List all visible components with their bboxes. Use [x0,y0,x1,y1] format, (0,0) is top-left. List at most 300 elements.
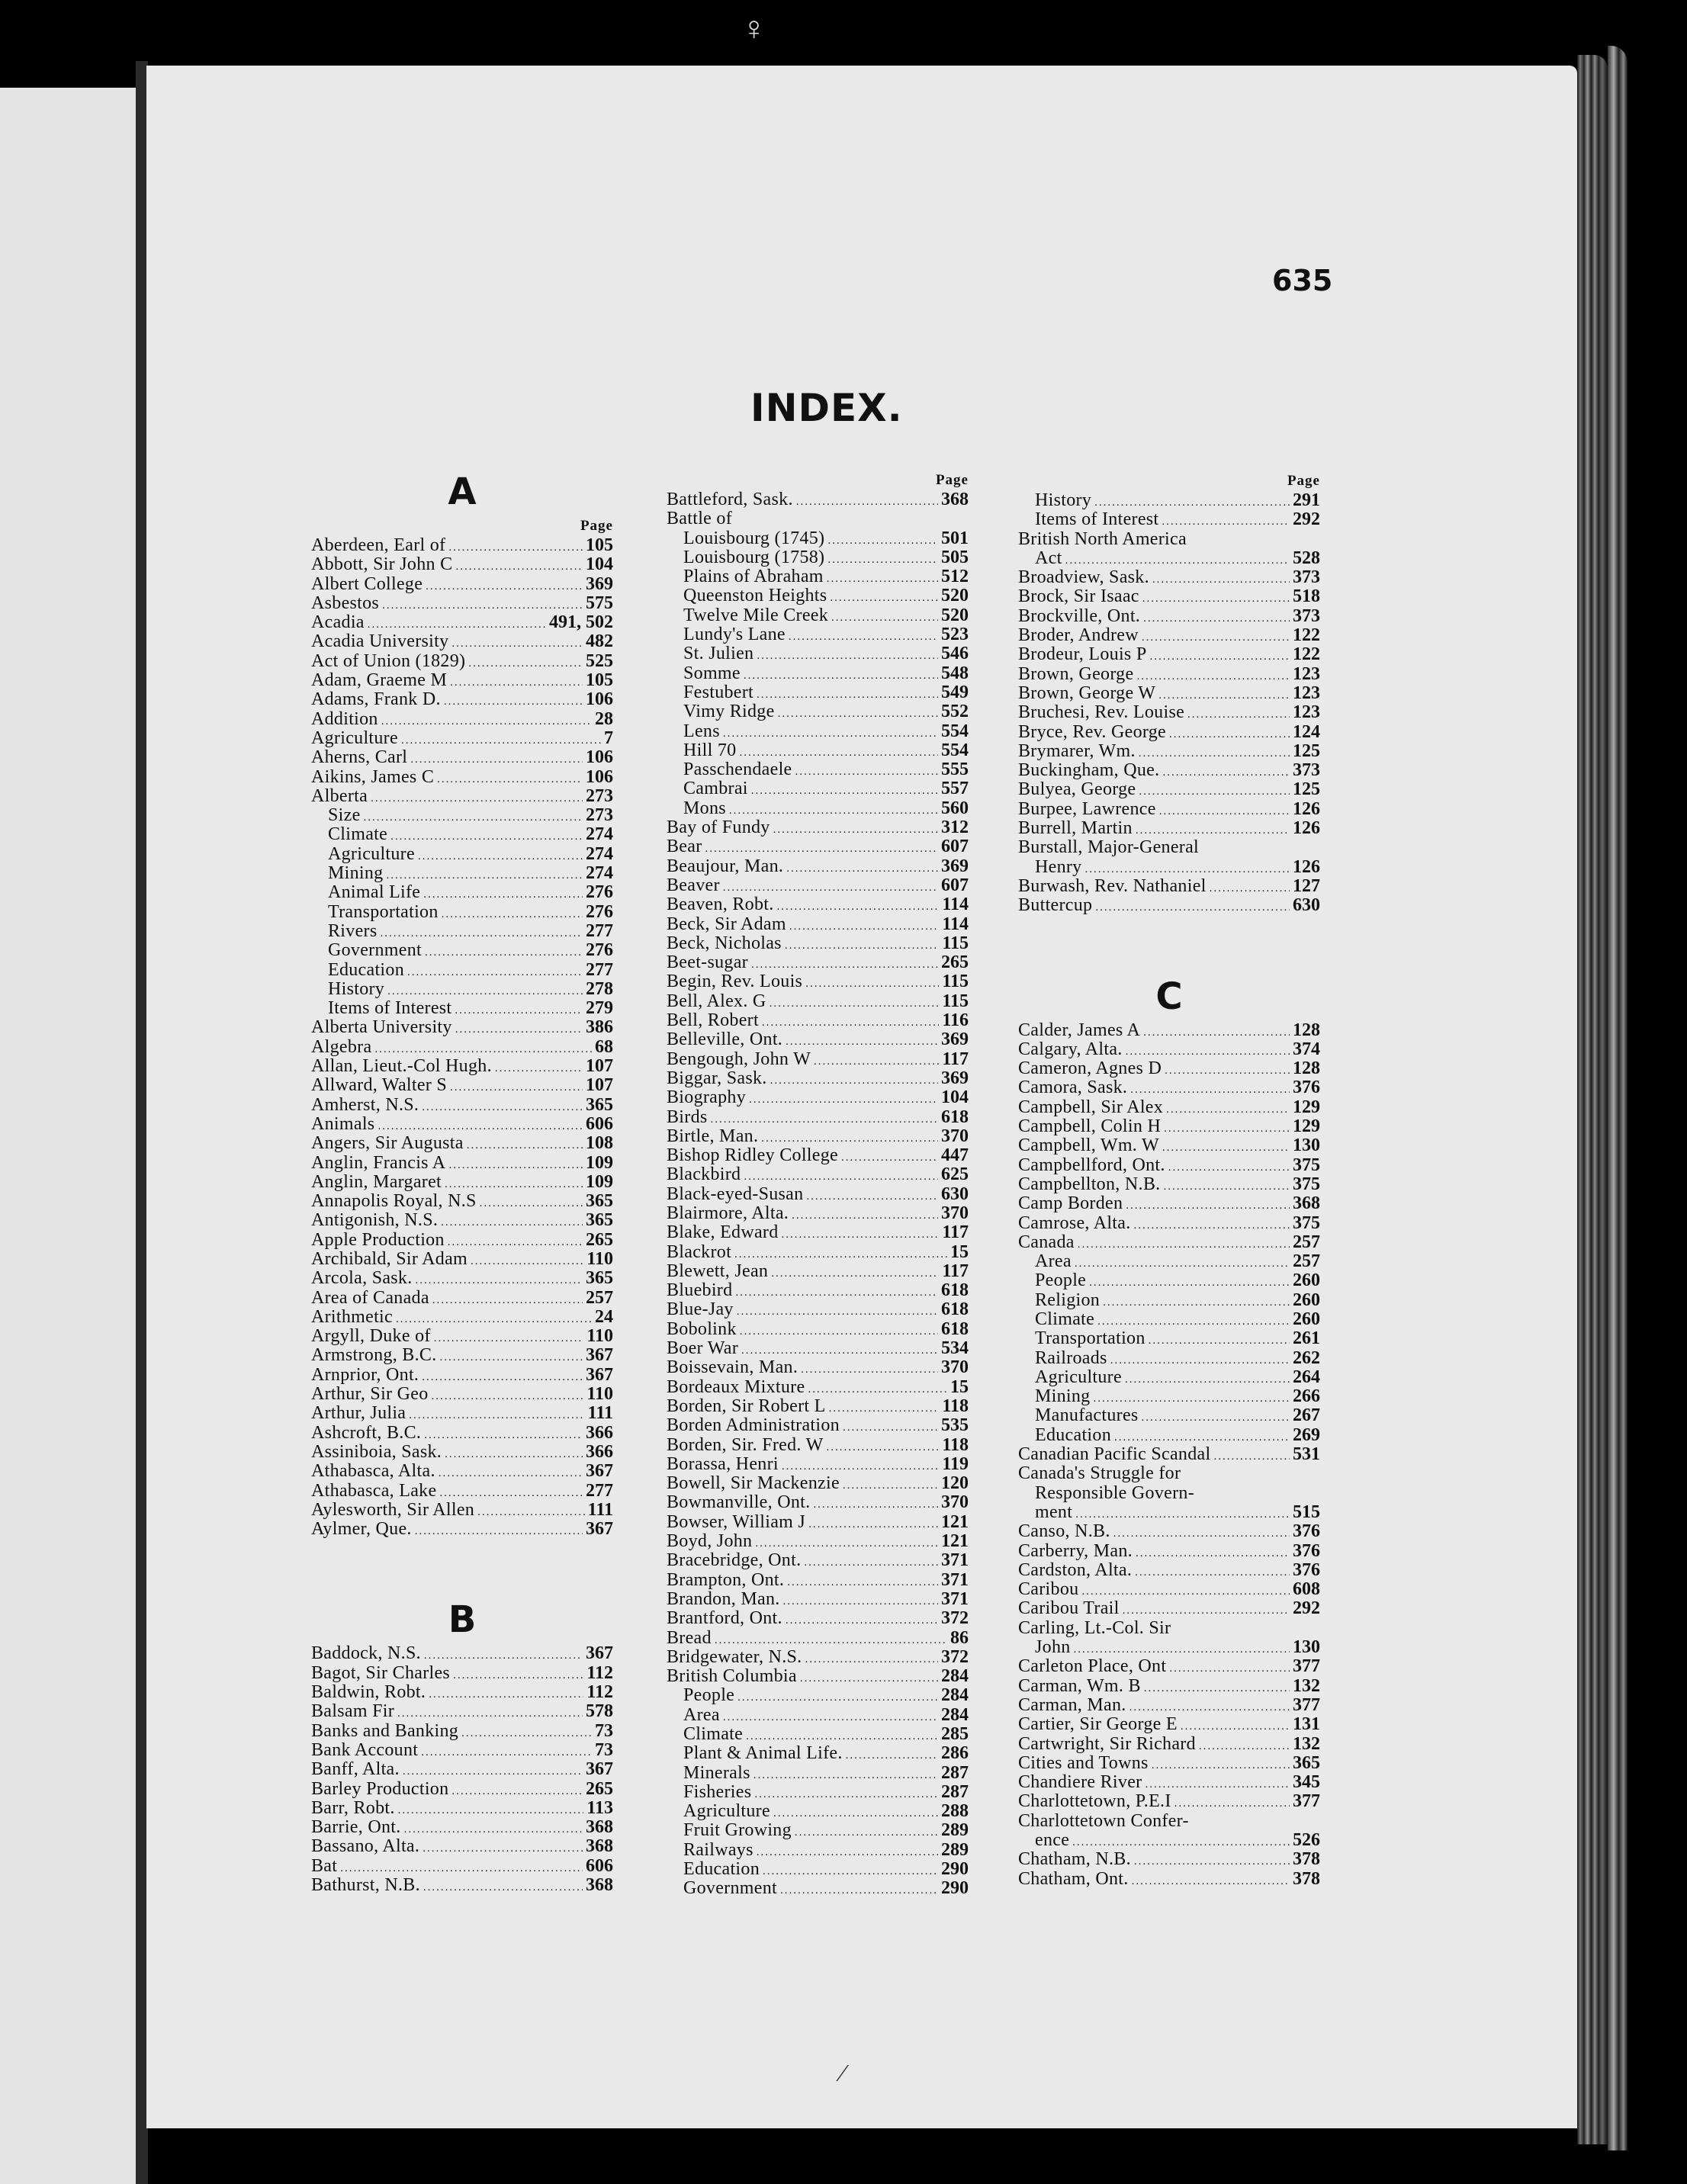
index-entry [311,1876,613,1895]
dot-leader [749,1090,938,1110]
entry-name: Assiniboia, Sask. [311,1441,442,1462]
entry-page: 368 [941,490,969,509]
index-subentry [1018,1387,1320,1406]
entry-name: Bishop Ridley College [667,1145,838,1166]
dot-leader [789,917,939,936]
dot-leader [422,1368,583,1387]
index-entry [311,536,613,555]
dot-leader [801,1360,938,1379]
entry-name: Caribou [1018,1579,1079,1600]
dot-leader [495,1059,583,1078]
entry-page: 534 [941,1338,969,1359]
entry-page: 130 [1293,1637,1320,1658]
entry-name: Bracebridge, Ont. [667,1550,802,1571]
entry-name: Carling, Lt.-Col. Sir [1018,1617,1171,1638]
entry-name: Lens [683,721,720,741]
entry-name: Black-eyed-Susan [667,1184,804,1204]
entry-name: Carman, Wm. B [1018,1675,1141,1696]
section-letter: A [448,471,477,513]
entry-page: 290 [941,1878,969,1899]
index-entry [1018,1156,1320,1175]
dot-leader [444,692,583,711]
index-subentry [667,1706,969,1725]
index-entry [667,1088,969,1107]
index-entry [667,1069,969,1088]
index-entry [667,1300,969,1319]
entry-page: 125 [1293,740,1320,761]
dot-leader [1152,1756,1290,1775]
index-entry [311,1076,613,1095]
index-entry [667,1146,969,1165]
dot-leader [371,789,583,808]
index-subentry [667,799,969,818]
index-entry [667,953,969,972]
index-subentry [311,903,613,922]
dot-leader [757,686,938,705]
entry-page: 274 [586,863,613,884]
entry-name: Adams, Frank D. [311,689,441,710]
entry-page: 375 [1293,1155,1320,1175]
entry-page: 365 [1293,1752,1320,1773]
entry-page: 372 [941,1646,969,1667]
entry-name: Henry [1035,856,1082,877]
entry-page: 274 [586,824,613,845]
index-entry [311,1211,613,1230]
entry-name: Allan, Lieut.-Col Hugh. [311,1056,492,1077]
entry-name: Begin, Rev. Louis [667,972,803,992]
entry-name: Animal Life [328,882,421,903]
entry-name: Arthur, Julia [311,1403,406,1424]
dot-leader [735,1283,938,1302]
entry-name: Louisbourg (1758) [683,547,825,567]
entry-name: Agriculture [328,843,415,864]
index-entry [311,1443,613,1462]
entry-name: Asbestos [311,593,380,613]
entry-page: 15 [950,1376,969,1397]
index-entry [667,1493,969,1512]
entry-name: Passchendaele [683,760,792,780]
entry-name: People [1035,1270,1087,1291]
dot-leader [1166,1100,1290,1119]
entry-name: Calder, James A [1018,1020,1141,1040]
dot-leader [805,1650,938,1669]
entry-page: 131 [1293,1714,1320,1735]
entry-name: People [683,1685,735,1706]
index-entry [311,1799,613,1818]
dot-leader [814,1052,939,1071]
entry-page: 292 [1293,509,1320,530]
index-column-2 [667,471,969,1899]
entry-page: 557 [941,779,969,799]
index-subentry [311,941,613,960]
dot-leader [1143,609,1290,628]
index-entry [311,1018,613,1037]
entry-page: 607 [941,837,969,857]
entry-name: Brodeur, Louis P [1018,644,1147,665]
dot-leader [409,1406,584,1425]
index-entry [1018,626,1320,645]
index-subentry [667,1686,969,1705]
entry-page: 122 [1293,644,1320,665]
entry-page: 132 [1293,1675,1320,1696]
entry-name: Battleford, Sask. [667,490,793,509]
entry-page: 578 [586,1701,613,1722]
entry-name: Acadia [311,612,365,633]
entry-name: Birtle, Man. [667,1126,759,1146]
entry-name: Acadia University [311,631,449,652]
entry-name: Chatham, Ont. [1018,1868,1129,1889]
index-entry [311,1644,613,1663]
dot-leader [445,1445,583,1464]
entry-page: 368 [586,1875,613,1895]
index-entry [311,1741,613,1760]
dot-leader [1152,570,1290,589]
dot-leader [737,1302,938,1322]
index-entry [311,1424,613,1443]
dot-leader [439,1464,583,1483]
index-entry [667,895,969,914]
index-entry [1018,1464,1320,1483]
index-entry [667,1378,969,1397]
entry-page: 117 [942,1261,969,1281]
entry-name: Plant & Animal Life. [683,1743,843,1764]
index-entry [667,1648,969,1667]
entry-name: Aherns, Carl [311,747,408,768]
index-subentry [667,548,969,567]
index-subentry [311,825,613,844]
index-column-1 [311,467,613,1895]
index-entry [667,1185,969,1204]
entry-page: 118 [942,1434,969,1455]
entry-page: 277 [586,1480,613,1501]
index-subentry [667,1802,969,1821]
dot-leader [763,1862,938,1881]
entry-name: Items of Interest [1035,509,1159,530]
dot-leader [744,666,938,686]
index-entry [667,1281,969,1300]
entry-page: 269 [1293,1424,1320,1445]
index-entry [1018,1619,1320,1638]
dot-leader [423,1839,583,1858]
dot-leader [450,1078,583,1097]
entry-page: 369 [941,1029,969,1050]
index-entry [667,1513,969,1532]
index-subentry [1018,1426,1320,1445]
entry-page: 257 [1293,1251,1320,1272]
entry-name: Chatham, N.B. [1018,1849,1131,1870]
index-subentry [667,586,969,605]
entry-name: Beaven, Robt. [667,894,774,915]
dot-leader [468,654,583,673]
index-entry [1018,1580,1320,1599]
index-entry [311,1134,613,1153]
entry-name: Bassano, Alta. [311,1836,420,1857]
entry-page: 73 [595,1720,613,1741]
dot-leader [415,1522,583,1541]
dot-leader [1181,1717,1290,1736]
dot-leader [1168,1158,1290,1177]
entry-name: Calgary, Alta. [1018,1039,1123,1059]
dot-leader [390,827,583,846]
entry-name: Bryce, Rev. George [1018,721,1167,742]
entry-page: 512 [941,567,969,587]
index-subentry [667,567,969,586]
index-entry [311,1520,613,1539]
entry-page: 115 [942,991,969,1011]
dot-leader [1174,1794,1290,1813]
dot-leader [789,628,938,647]
entry-name: Aikins, James C [311,766,435,787]
index-entry [667,1165,969,1184]
entry-name: Athabasca, Alta. [311,1461,435,1482]
entry-name: Apple Production [311,1229,445,1250]
entry-page: 312 [941,817,969,838]
index-entry [1018,1754,1320,1773]
dot-leader [770,1071,938,1090]
entry-name: Arnprior, Ont. [311,1364,419,1385]
entry-name: Belleville, Ont. [667,1029,783,1050]
dot-leader [1187,705,1290,724]
entry-name: Biggar, Sask. [667,1068,767,1088]
entry-name: Somme [683,663,741,683]
index-entry [311,1289,613,1308]
index-entry [311,1096,613,1115]
dot-leader [785,936,939,956]
entry-page: 366 [586,1441,613,1462]
index-subentry [311,806,613,825]
entry-name: Abbott, Sir John C [311,554,453,575]
entry-page: 367 [586,1364,613,1385]
entry-name: Area of Canada [311,1287,429,1308]
entry-name: Beck, Sir Adam [667,914,786,934]
dot-leader [401,731,601,750]
entry-page: 549 [941,682,969,702]
entry-page: 114 [942,914,969,934]
index-subentry [667,741,969,760]
entry-page: 122 [1293,625,1320,646]
entry-page: 575 [586,593,613,613]
index-entry [311,1038,613,1057]
index-entry [1018,1522,1320,1541]
entry-name: St. Julien [683,644,754,664]
entry-name: Campbell, Sir Alex [1018,1097,1164,1117]
dot-leader [786,1611,938,1630]
entry-name: Cartwright, Sir Richard [1018,1733,1196,1754]
entry-name: Camrose, Alta. [1018,1212,1131,1233]
entry-page: 482 [586,631,613,652]
index-entry [311,1154,613,1173]
dot-leader [477,1503,585,1522]
entry-page: 606 [586,1113,613,1134]
index-entry [1018,1117,1320,1136]
dot-leader [421,1743,592,1762]
entry-page: 518 [1293,586,1320,607]
entry-page: 284 [941,1704,969,1725]
index-entry [1018,1870,1320,1889]
entry-page: 120 [941,1473,969,1494]
index-subentry [667,702,969,721]
dot-leader [846,1746,938,1765]
dot-leader [831,609,938,628]
dot-leader [448,1156,583,1175]
index-subentry [1018,1291,1320,1310]
entry-page: 371 [941,1550,969,1571]
index-subentry [667,625,969,644]
entry-name: Bay of Fundy [667,817,770,838]
entry-page: 273 [586,805,613,826]
index-subentry [667,722,969,741]
index-entry [667,1108,969,1127]
index-entry [311,632,613,651]
index-entry [311,1404,613,1423]
entry-page: 288 [941,1801,969,1822]
index-entry [1018,587,1320,606]
entry-page: 528 [1293,548,1320,568]
entry-name: Barley Production [311,1778,449,1799]
entry-page: 130 [1293,1135,1320,1156]
entry-name: Brandon, Man. [667,1588,780,1609]
index-subentry [311,883,613,902]
entry-page: 117 [942,1222,969,1243]
entry-name: Campbellton, N.B. [1018,1174,1161,1194]
dot-leader [827,570,938,589]
dot-leader [737,1688,938,1707]
dot-leader [1139,744,1290,763]
dot-leader [422,1098,583,1117]
dot-leader [751,782,938,801]
dot-leader [1125,1370,1290,1389]
dot-leader [1199,1737,1290,1756]
entry-page: 274 [586,843,613,864]
entry-name: Campbell, Wm. W [1018,1135,1159,1156]
dot-leader [786,859,938,878]
entry-page: 106 [586,766,613,787]
dot-leader [434,1329,584,1348]
index-entry [1018,1136,1320,1155]
index-subentry [1018,1349,1320,1368]
entry-page: 546 [941,644,969,664]
index-subentry [1018,858,1320,877]
section-spacer [311,1539,613,1595]
dot-leader [398,1801,584,1820]
dot-leader [448,1233,583,1252]
dot-leader [1078,1235,1290,1254]
entry-name: Broder, Andrew [1018,625,1139,646]
entry-page: 618 [941,1106,969,1127]
index-entry [1018,568,1320,587]
entry-name: Broadview, Sask. [1018,567,1149,588]
entry-name: Archibald, Sir Adam [311,1248,468,1269]
index-entry [1018,1542,1320,1561]
page-title: INDEX. [750,386,903,430]
dot-leader [410,750,583,769]
entry-page: 371 [941,1588,969,1609]
index-subentry [1018,1484,1320,1503]
entry-name: Beaujour, Man. [667,856,784,876]
dot-leader [796,493,938,512]
dot-leader [723,724,938,744]
entry-name: Blewett, Jean [667,1261,769,1281]
index-entry [667,1436,969,1455]
dot-leader [1169,1659,1290,1678]
entry-name: History [1035,490,1092,510]
index-entry [1018,1040,1320,1059]
index-subentry [1018,491,1320,510]
entry-page: 376 [1293,1521,1320,1542]
dot-leader [723,1708,938,1727]
entry-page: 373 [1293,567,1320,588]
dot-leader [740,1322,938,1341]
entry-name: Angers, Sir Augusta [311,1133,464,1154]
index-subentry [667,1879,969,1898]
entry-name: Ashcroft, B.C. [311,1422,422,1443]
entry-page: 73 [595,1739,613,1760]
entry-page: 108 [586,1133,613,1154]
entry-name: Chandiere River [1018,1772,1142,1793]
entry-page: 520 [941,605,969,625]
index-entry [667,972,969,991]
index-entry [667,992,969,1011]
index-subentry [1018,1831,1320,1850]
entry-name: Aylmer, Que. [311,1519,412,1540]
index-entry [311,1173,613,1192]
index-entry [667,1667,969,1686]
dot-leader [800,1669,938,1688]
dot-leader [1134,1852,1290,1871]
entry-name: Climate [1035,1309,1095,1329]
entry-page: 373 [1293,760,1320,781]
dot-leader [423,1878,583,1897]
entry-page: 630 [941,1184,969,1204]
entry-page: 365 [586,1191,613,1212]
index-subentry [667,664,969,683]
entry-page: 369 [941,856,969,876]
entry-page: 284 [941,1666,969,1687]
index-entry [1018,1098,1320,1117]
entry-name: Bruchesi, Rev. Louise [1018,702,1185,723]
entry-page: 368 [1293,1193,1320,1214]
index-entry [667,1455,969,1474]
entry-page: 370 [941,1492,969,1513]
entry-name: Bulyea, George [1018,779,1136,800]
dot-leader [1134,1216,1290,1235]
entry-page: 368 [586,1836,613,1857]
entry-page: 630 [1293,895,1320,916]
index-entry [1018,1233,1320,1252]
index-entry [311,1192,613,1211]
index-subentry [667,606,969,625]
entry-name: Charlottetown Confer- [1018,1810,1189,1831]
index-subentry [667,644,969,663]
index-entry [667,1339,969,1358]
index-entry [311,1385,613,1404]
entry-page: 126 [1293,798,1320,819]
index-entry [667,1320,969,1339]
index-column-3 [1018,471,1320,1889]
index-subentry [667,529,969,548]
entry-name: Camora, Sask. [1018,1078,1128,1098]
dot-leader [827,1438,940,1457]
entry-name: Beck, Nicholas [667,933,782,953]
entry-name: Blue-Jay [667,1299,734,1320]
entry-name: Barr, Robt. [311,1797,395,1818]
dot-leader [1159,802,1290,821]
entry-name: Adam, Graeme M [311,670,448,691]
entry-page: 28 [595,708,613,729]
entry-name: Bat [311,1855,338,1876]
entry-page: 491, 502 [549,612,613,633]
entry-page: 377 [1293,1656,1320,1677]
